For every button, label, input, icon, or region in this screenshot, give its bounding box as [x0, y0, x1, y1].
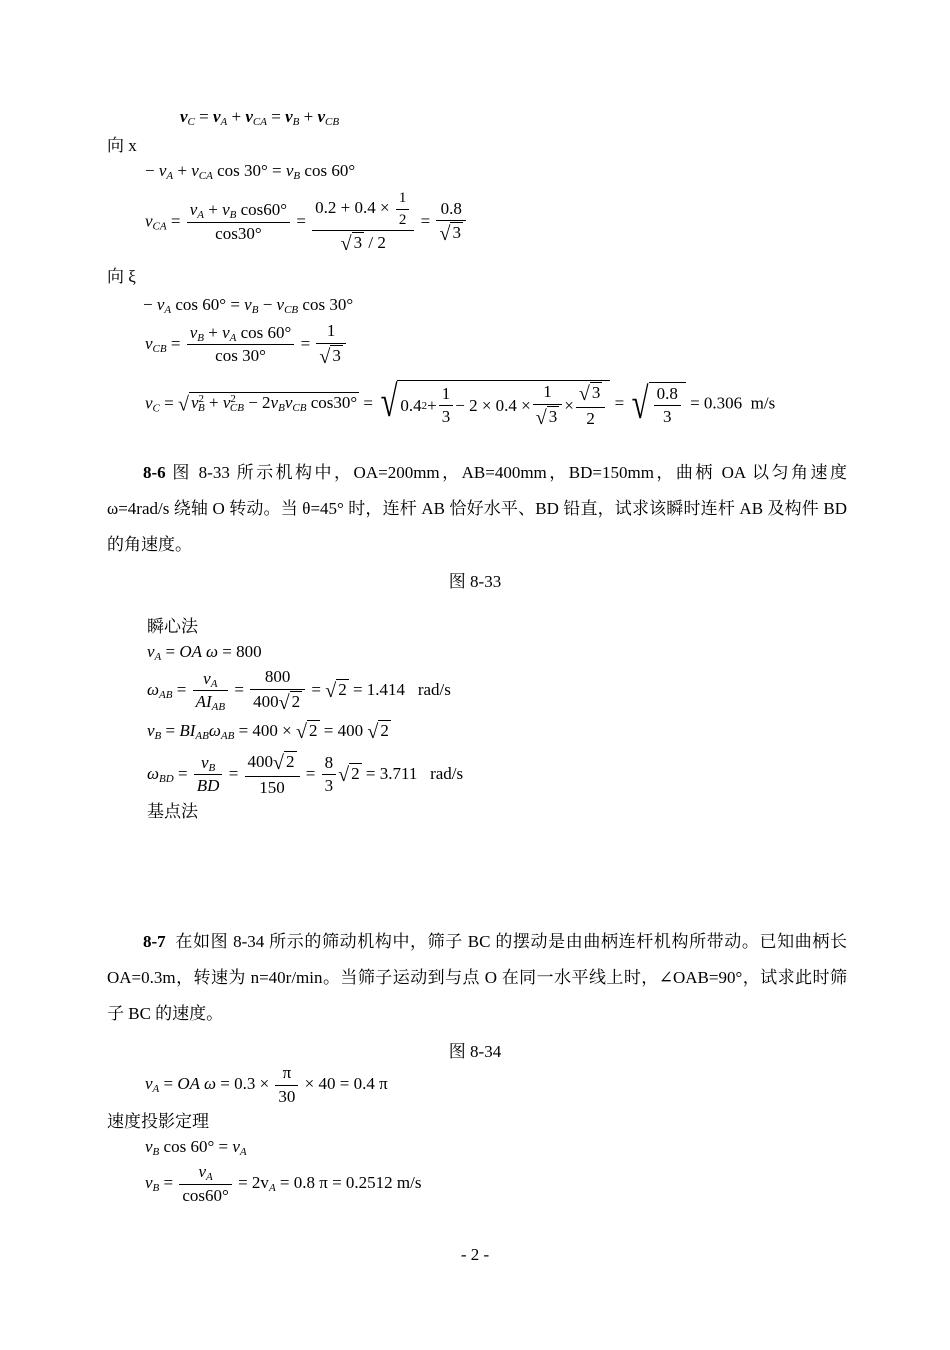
eq-x-projection: − $v_A + v_{CA}$ $\cos 30^\circ = v_B$ cos 60°	[145, 161, 356, 182]
label-dir-xi: 向 ξ	[107, 267, 136, 286]
eq-vb-86: $v_B = BI_{AB}\omega_{AB} = 400$ × √ 2 = 400 √ 2	[147, 721, 389, 744]
label-velocity-projection-theorem: 速度投影定理	[107, 1112, 209, 1131]
eq-projection-87: $v_B$ $\cos 60^\circ = v_A$	[145, 1137, 247, 1158]
eq-va-87: $v_A$ = OA ω = 0.3 × $\frac{\pi}{30}$ × 40 = 0.4 π	[145, 1063, 388, 1106]
label-instant-center-method: 瞬心法	[147, 617, 198, 636]
eq-vc-magnitude: $v_C$ = √ $v^2_B + v^2_{CB} - 2v_Bv_{CB}$ cos30° = √ 0.4 2 + $\frac{1}{3}$ − 2 × 0.4 × $\frac{1}{√ 3}$ × $\frac{√ 3}{2}$ = √ $\frac{0.8}{3}$ = 0.306 m/s	[145, 377, 776, 429]
figure-caption-8-34: 图 8-34	[448, 1042, 502, 1061]
problem-number: 8-6	[143, 463, 166, 482]
eq-vca: $v_{CA}$ = $\frac{v_A + v_B \cos 60^\circ}{\cos 30^\circ}$ = 0.2 + 0.4 × $\frac{1}{2}$ √ 3 / 2 = $\frac{0.8}{√ 3}$	[145, 190, 468, 255]
eq-vc-vector: $v_C = v_A + v_{CA} = v_B + v_{CB}$	[180, 107, 340, 128]
eq-xi-projection: − $v_A$ $\cos 60^\circ = v_B - v_{CB}$ cos 30°	[143, 295, 354, 316]
eq-va-86: $v_A$ = OA ω = 800	[147, 642, 262, 663]
figure-caption-8-33: 图 8-33	[448, 572, 502, 591]
label-dir-x: 向 x	[107, 136, 137, 155]
problem-8-6: 8-6 图 8-33 所示机构中，OA=200mm，AB=400mm，BD=150mm，曲柄 OA 以匀角速度 ω=4rad/s 绕轴 O 转动。当 θ=45° 时，连杆 AB 恰好水平、BD 铅直，试求该瞬时连杆 AB 及构件 BD 的角速度。	[107, 463, 847, 554]
problem-8-7: 8-7 在如图 8-34 所示的筛动机构中，筛子 BC 的摆动是由曲柄连杆机构所带动。已知曲柄长 OA=0.3m，转速为 n=40r/min。当筛子运动到与点 O 在同一水平线上时，∠OAB=90°，试求此时筛子 BC 的速度。	[107, 932, 847, 1023]
eq-omega-ab: $\omega_{AB}$ = $\frac{v_A}{AI_{AB}}$ = $\frac{800}{400√ 2}$ = √ 2 = 1.414 rad/s	[147, 667, 451, 714]
eq-vb-87: $v_B$ = $\frac{v_A}{\cos 60^\circ}$ = $2v_A = 0.8$ π = 0.2512 m/s	[145, 1162, 422, 1205]
label-base-point-method: 基点法	[147, 802, 198, 821]
problem-number: 8-7	[143, 932, 166, 951]
eq-vcb: $v_{CB}$ = $\frac{v_B + v_A \cos 60^\circ}{\cos 30^\circ}$ = $\frac{1}{√ 3}$	[145, 322, 348, 368]
eq-omega-bd: $\omega_{BD}$ = $\frac{v_B}{BD}$ = $\frac{400√ 2}{150}$ = $\frac{8}{3}$ √ 2 = 3.711 rad/s	[147, 751, 464, 797]
page-number: - 2 -	[460, 1245, 490, 1264]
